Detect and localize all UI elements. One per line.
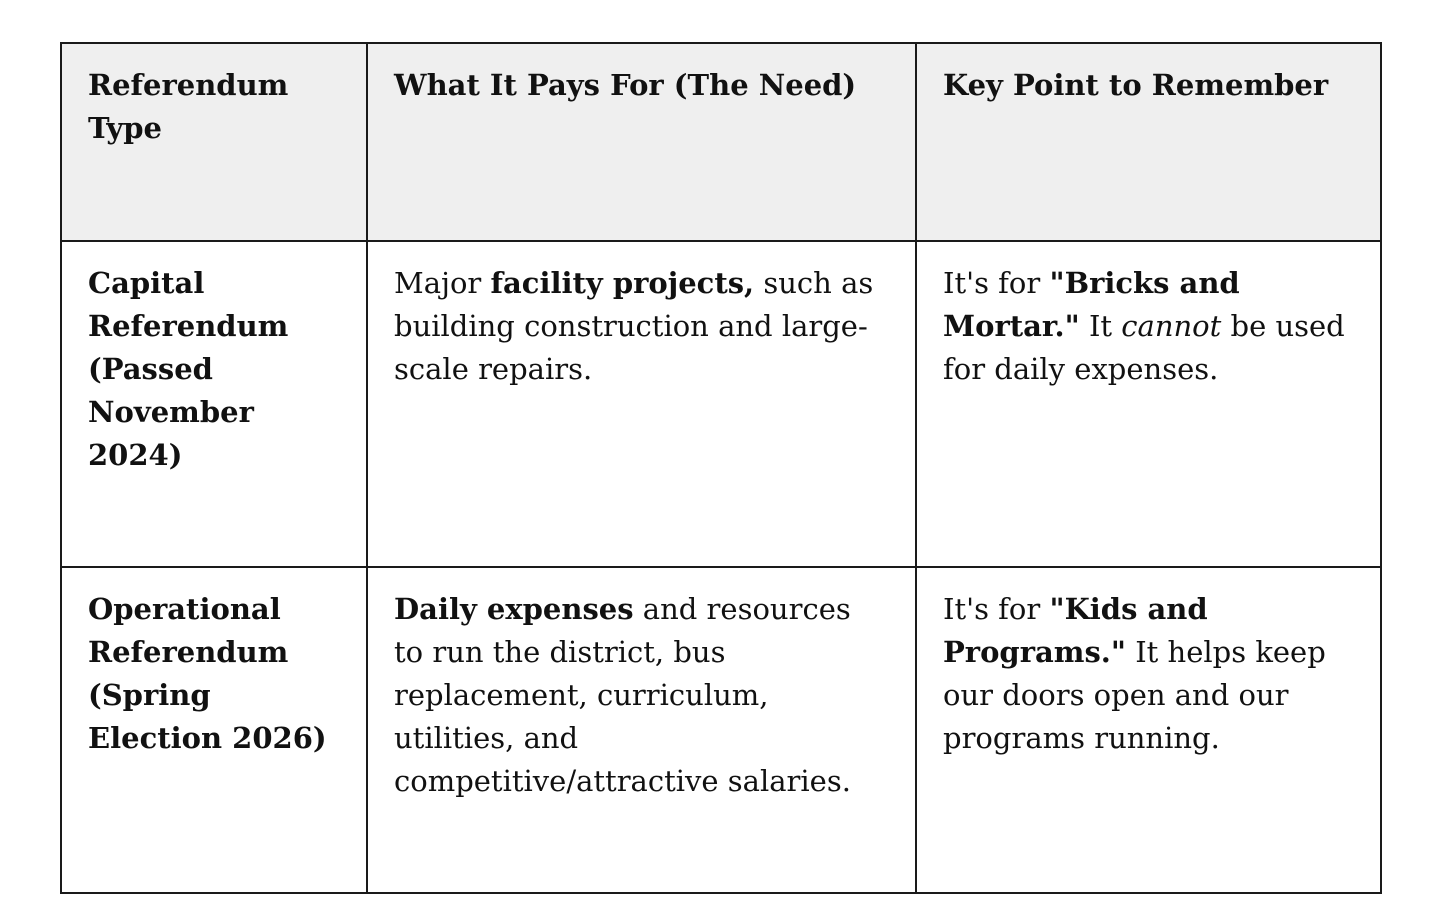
bold-text-segment: "Kids and Programs." (943, 592, 1208, 669)
text-segment: It (1079, 309, 1122, 343)
cell-key-point (916, 241, 1381, 567)
text-segment: such as building construction and large-scale repairs. (394, 266, 874, 386)
header-what-it-pays-for: What It Pays For (The Need) (367, 43, 916, 241)
bold-text-segment: "Bricks and Mortar." (943, 266, 1240, 343)
text-segment: be used for daily expenses. (943, 309, 1345, 386)
table-row-capital (61, 241, 1381, 567)
bold-text-segment: Daily expenses (394, 592, 634, 626)
text-segment: Major (394, 266, 491, 300)
text-segment: It's for (943, 592, 1050, 626)
bold-text-segment: facility projects, (490, 266, 755, 300)
cell-key-point (916, 567, 1381, 893)
text-segment: and resources to run the district, bus replacement, curriculum, utilities, and competitive/attractive salaries. (394, 592, 851, 798)
cell-referendum-type: Capital Referendum (Passed November 2024) (61, 241, 367, 567)
italic-text-segment: cannot (1121, 309, 1222, 343)
text-segment: It's for (943, 266, 1050, 300)
table-header-row (61, 43, 1381, 241)
text-segment: It helps keep our doors open and our programs running. (943, 635, 1326, 755)
cell-referendum-type: Operational Referendum (Spring Election 2026) (61, 567, 367, 893)
cell-pays-for (367, 241, 916, 567)
header-key-point: Key Point to Remember (916, 43, 1381, 241)
cell-pays-for (367, 567, 916, 893)
header-referendum-type: Referendum Type (61, 43, 367, 241)
table-row-operational (61, 567, 1381, 893)
referendum-comparison-table (60, 42, 1382, 894)
